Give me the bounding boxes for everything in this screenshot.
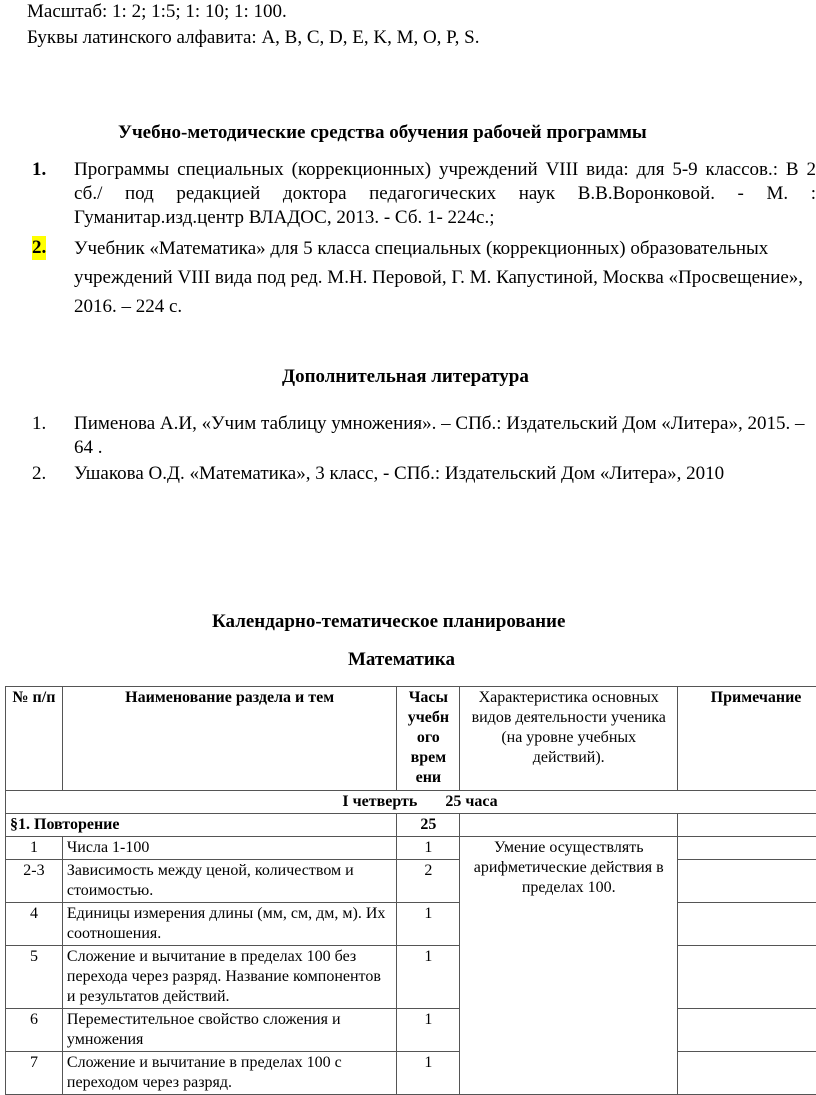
means-item-2 <box>32 236 816 321</box>
row-note <box>678 946 816 1009</box>
extra-item-2 <box>32 462 816 486</box>
list-text: Программы специальных (коррекционных) учреждений VIII вида: для 5-9 классов.: В 2 сб./ под редакцией доктора педагогических наук В.В.Воронковой. - М. : Гуманитар.изд.центр ВЛАДОС, 2013. - Сб. 1- 224с.; <box>74 159 816 228</box>
row-name: Сложение и вычитание в пределах 100 с переходом через разряд. <box>62 1052 396 1095</box>
table-row <box>6 860 816 903</box>
header-note: Примечание <box>678 687 816 791</box>
section-hours: 25 <box>397 814 460 837</box>
plan-title: Календарно-тематическое планирование <box>212 611 566 632</box>
row-hours: 2 <box>397 860 460 903</box>
row-name: Числа 1-100 <box>62 837 396 860</box>
row-note <box>678 860 816 903</box>
row-num: 7 <box>6 1052 63 1095</box>
row-note <box>678 1009 816 1052</box>
row-name: Единицы измерения длины (мм, см, дм, м). Их соотношения. <box>62 903 396 946</box>
list-number: 2. <box>32 463 47 484</box>
row-hours: 1 <box>397 1009 460 1052</box>
section-note <box>678 814 816 837</box>
table-row <box>6 946 816 1009</box>
section-row <box>6 814 816 837</box>
list-number: 2. <box>32 237 47 258</box>
row-hours: 1 <box>397 1052 460 1095</box>
row-note <box>678 837 816 860</box>
row-num: 6 <box>6 1009 63 1052</box>
activity-cell: Умение осуществлять арифметические действия в пределах 100. <box>460 837 678 1095</box>
section-name: §1. Повторение <box>6 814 397 837</box>
row-num: 5 <box>6 946 63 1009</box>
means-title: Учебно-методические средства обучения рабочей программы <box>118 122 647 143</box>
table-row <box>6 1052 816 1095</box>
header-num: № п/п <box>6 687 63 791</box>
extra-item-1 <box>32 412 816 460</box>
extra-title: Дополнительная литература <box>282 366 529 387</box>
row-num: 1 <box>6 837 63 860</box>
section-activity <box>460 814 678 837</box>
row-note <box>678 903 816 946</box>
list-number: 1. <box>32 413 47 434</box>
table-row <box>6 903 816 946</box>
table-row <box>6 1009 816 1052</box>
row-hours: 1 <box>397 903 460 946</box>
plan-table <box>5 686 816 1095</box>
list-number: 1. <box>32 159 47 180</box>
header-hours: Часы учебн ого врем ени <box>397 687 460 791</box>
header-name: Наименование раздела и тем <box>62 687 396 791</box>
quarter-label: I четверть 25 часа <box>6 791 816 814</box>
row-num: 2-3 <box>6 860 63 903</box>
row-name: Зависимость между ценой, количеством и стоимостью. <box>62 860 396 903</box>
table-row <box>6 837 816 860</box>
row-hours: 1 <box>397 946 460 1009</box>
scale-text: Масштаб: 1: 2; 1:5; 1: 10; 1: 100. <box>27 1 287 22</box>
letters-text: Буквы латинского алфавита: A, B, C, D, E, K, M, O, P, S. <box>27 27 480 48</box>
list-text: Ушакова О.Д. «Математика», 3 класс, - СПб.: Издательский Дом «Литера», 2010 <box>74 463 725 484</box>
row-name: Переместительное свойство сложения и умножения <box>62 1009 396 1052</box>
header-activity: Характеристика основных видов деятельности ученика (на уровне учебных действий). <box>460 687 678 791</box>
row-num: 4 <box>6 903 63 946</box>
row-note <box>678 1052 816 1095</box>
quarter-row <box>6 791 816 814</box>
row-name: Сложение и вычитание в пределах 100 без перехода через разряд. Название компонентов и результатов действий. <box>62 946 396 1009</box>
list-text: Пименова А.И, «Учим таблицу умножения». – СПб.: Издательский Дом «Литера», 2015. – 64 . <box>74 413 805 458</box>
plan-subject: Математика <box>348 649 455 670</box>
row-hours: 1 <box>397 837 460 860</box>
table-header-row <box>6 687 816 791</box>
means-item-1 <box>32 158 816 230</box>
list-text: Учебник «Математика» для 5 класса специальных (коррекционных) образовательных учреждений VIII вида под ред. М.Н. Перовой, Г. М. Капустиной, Москва «Просвещение», 2016. – 224 с. <box>74 238 804 317</box>
